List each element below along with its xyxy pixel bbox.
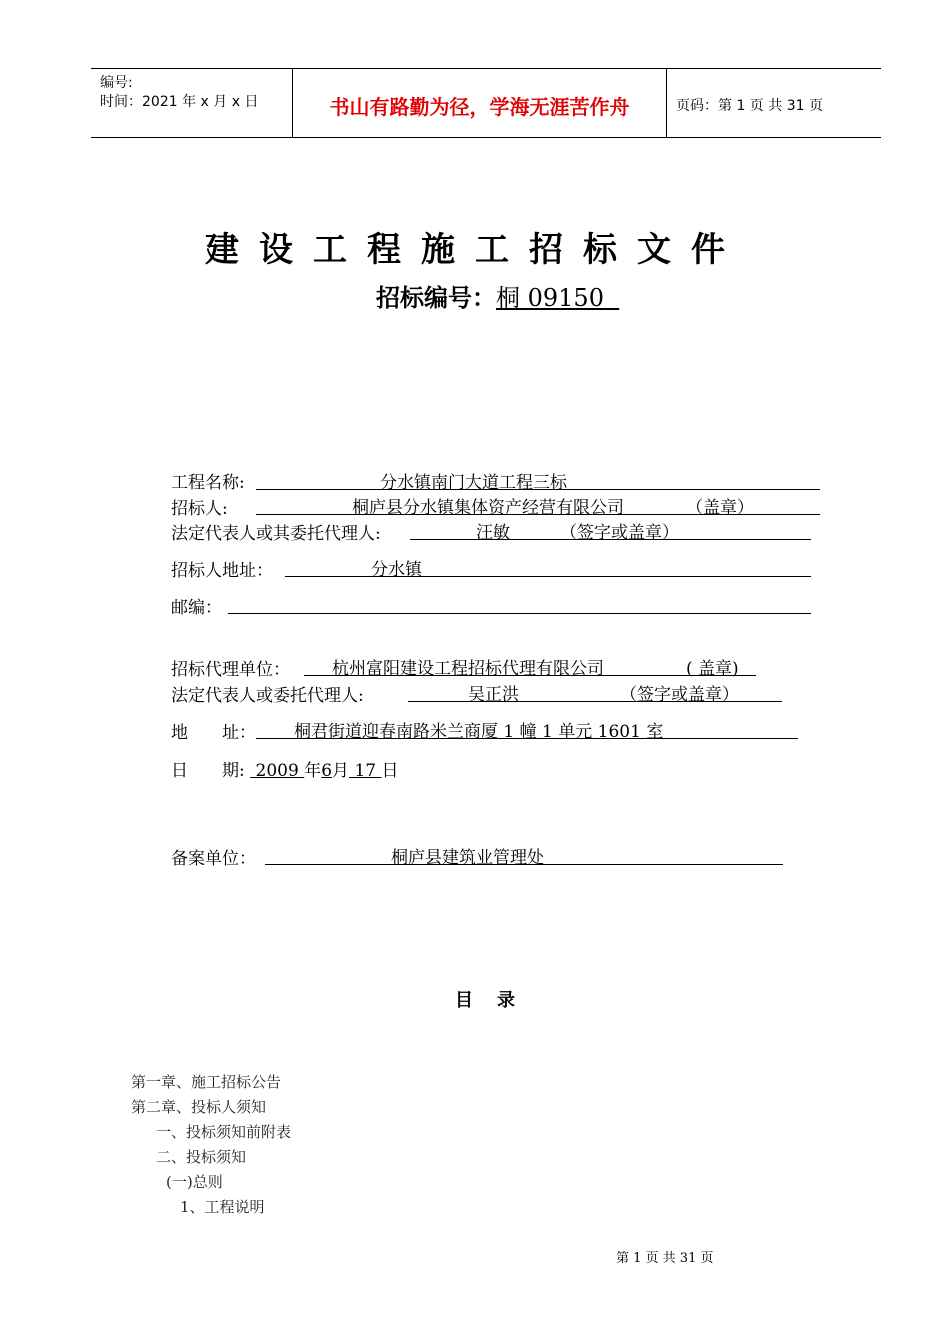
project-name-label: 工程名称:: [171, 473, 245, 493]
date-year: 2009: [255, 761, 299, 781]
agent-address-row: [171, 718, 256, 743]
agent-rep-row: [171, 681, 364, 706]
date-day: 17: [354, 761, 377, 781]
address-value: 分水镇: [371, 560, 422, 580]
date-row: [171, 756, 399, 781]
serial-label: 编号:: [100, 75, 133, 91]
page-info: 页码：第 1 页 共 31 页: [676, 98, 823, 114]
motto-text: 书山有路勤为径，学海无涯苦作舟: [329, 95, 630, 119]
toc-title: 目录: [455, 990, 539, 1011]
tenderer-row: [171, 494, 228, 519]
date-day-unit: 日: [381, 761, 399, 781]
postcode-label: 邮编：: [171, 598, 222, 618]
date-month-unit: 月: [332, 761, 350, 781]
address-field: [285, 556, 811, 580]
legal-rep-field: [410, 519, 811, 543]
date-year-unit: 年: [304, 761, 322, 781]
tenderer-value: 桐庐县分水镇集体资产经营有限公司: [352, 498, 624, 518]
agent-label: 招标代理单位：: [171, 660, 290, 680]
agent-value: 杭州富阳建设工程招标代理有限公司: [332, 659, 604, 679]
project-name-field: [256, 469, 820, 493]
header-motto-cell: [292, 69, 667, 137]
page-footer: 第 1 页 共 31 页: [616, 1251, 714, 1266]
project-name-row: [171, 468, 245, 493]
legal-rep-label: 法定代表人或其委托代理人:: [171, 524, 381, 544]
project-name-value: 分水镇南门大道工程三标: [380, 473, 567, 493]
toc-item[interactable]: 一、投标须知前附表: [156, 1123, 292, 1141]
filing-row: [171, 844, 256, 869]
agent-address-label: 地 址：: [171, 723, 256, 743]
toc-item[interactable]: 第二章、投标人须知: [131, 1098, 267, 1116]
date-label: 日 期:: [171, 761, 245, 781]
bid-number-value: 桐 09150: [496, 284, 604, 312]
agent-address-value: 桐君街道迎春南路米兰商厦 1 幢 1 单元 1601 室: [294, 722, 664, 742]
tenderer-field: [256, 494, 820, 518]
time-label: 时间：2021 年 x 月 x 日: [100, 94, 259, 110]
legal-rep-value: 汪敏: [476, 523, 510, 543]
tenderer-label: 招标人:: [171, 499, 228, 519]
address-label: 招标人地址：: [171, 561, 273, 581]
toc-item[interactable]: 1、工程说明: [180, 1198, 265, 1216]
tenderer-seal: （盖章）: [686, 498, 754, 518]
agent-seal: ( 盖章): [686, 659, 739, 679]
agent-rep-sign: （签字或盖章）: [620, 685, 739, 705]
filing-value: 桐庐县建筑业管理处: [391, 848, 544, 868]
address-row: [171, 556, 273, 581]
bid-number-label: 招标编号：: [376, 283, 496, 312]
toc-item[interactable]: 第一章、施工招标公告: [131, 1073, 282, 1091]
legal-rep-row: [171, 519, 381, 544]
postcode-field: [228, 593, 811, 614]
agent-rep-field: [408, 681, 782, 705]
agent-row: [171, 655, 290, 680]
legal-rep-sign: （签字或盖章）: [560, 523, 679, 543]
bid-number: [376, 278, 619, 313]
document-title: 建设工程施工招标文件: [205, 230, 745, 270]
header-page-cell: [666, 69, 881, 137]
toc-item[interactable]: 二、投标须知: [156, 1148, 247, 1166]
agent-rep-value: 吴正洪: [468, 685, 519, 705]
header-table: [91, 68, 881, 138]
filing-field: [265, 844, 783, 868]
date-month: 6: [321, 761, 333, 781]
toc-item[interactable]: (一)总则: [166, 1173, 223, 1191]
filing-label: 备案单位：: [171, 849, 256, 869]
postcode-row: [171, 593, 222, 618]
agent-rep-label: 法定代表人或委托代理人:: [171, 686, 364, 706]
agent-field: [304, 655, 756, 679]
agent-address-field: [256, 718, 798, 742]
header-meta-cell: [91, 69, 292, 137]
